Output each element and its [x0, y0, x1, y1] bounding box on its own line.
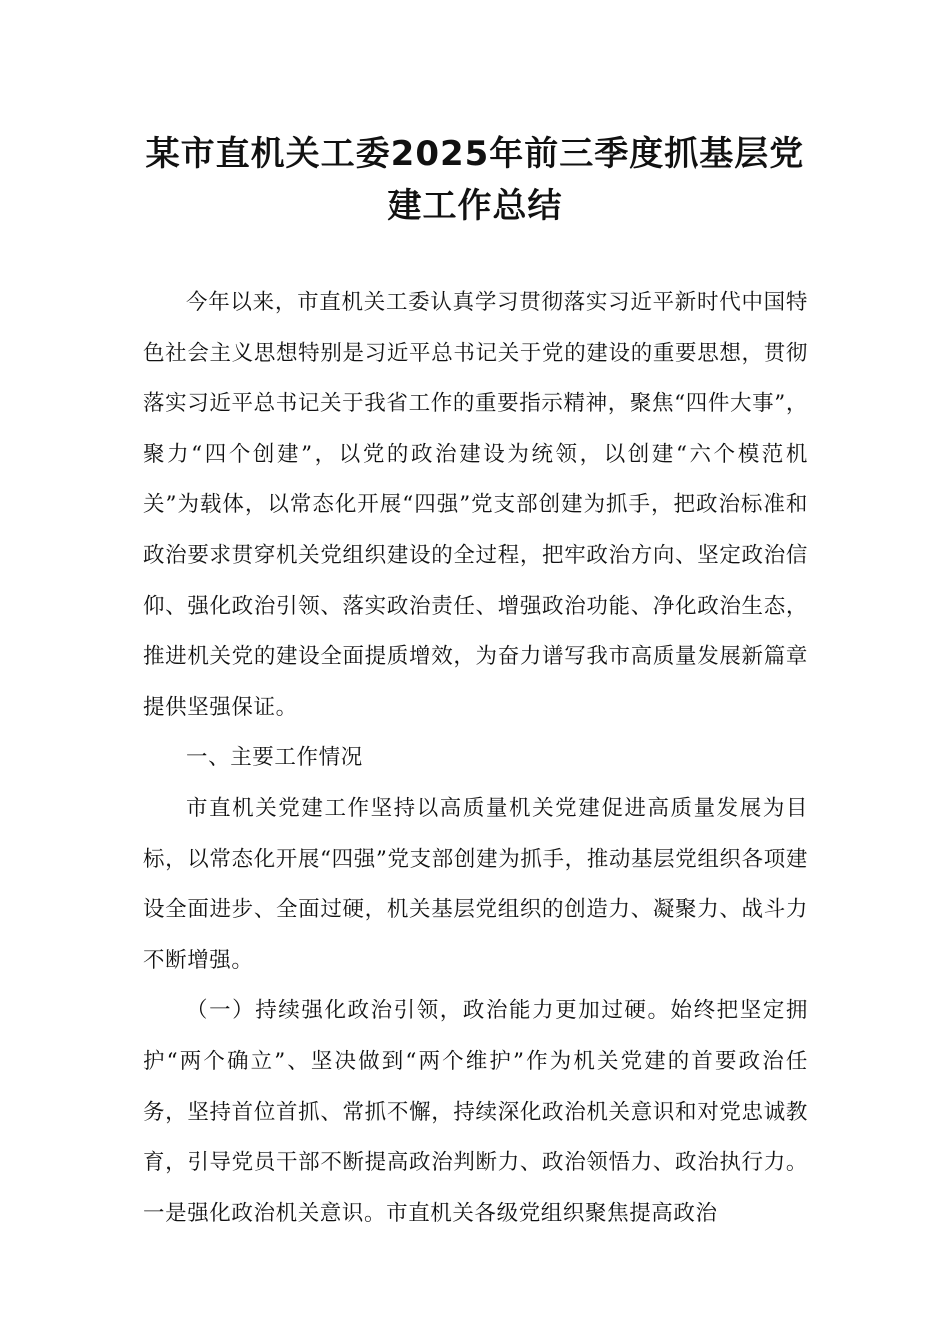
intro-paragraph: 今年以来，市直机关工委认真学习贯彻落实习近平新时代中国特色社会主义思想特别是习近平总书记关于党的建设的重要思想，贯彻落实习近平总书记关于我省工作的重要指示精神，聚焦“四件大事”，聚力“四个创建”，以党的政治建设为统领，以创建“六个模范机关”为载体，以常态化开展“四强”党支部创建为抓手，把政治标准和政治要求贯穿机关党组织建设的全过程，把牢政治方向、坚定政治信仰、强化政治引领、落实政治责任、增强政治功能、净化政治生态，推进机关党的建设全面提质增效，为奋力谱写我市高质量发展新篇章提供坚强保证。 — [143, 290, 808, 720]
section-heading: 一、主要工作情况 — [186, 745, 363, 771]
document-body — [143, 278, 808, 1239]
subsection-paragraph: （一）持续强化政治引领，政治能力更加过硬。始终把坚定拥护“两个确立”、坚决做到“两个维护”作为机关党建的首要政治任务，坚持首位首抓、常抓不懈，持续深化政治机关意识和对党忠诚教育，引导党员干部不断提高政治判断力、政治领悟力、政治执行力。一是强化政治机关意识。市直机关各级党组织聚焦提高政治 — [143, 998, 808, 1226]
section-paragraph: 市直机关党建工作坚持以高质量机关党建促进高质量发展为目标，以常态化开展“四强”党支部创建为抓手，推动基层党组织各项建设全面进步、全面过硬，机关基层党组织的创造力、凝聚力、战斗力不断增强。 — [143, 795, 808, 973]
title-line-1: 某市直机关工委2025年前三季度抓基层党 — [145, 134, 805, 174]
document-title — [140, 128, 810, 232]
title-line-2: 建工作总结 — [387, 186, 563, 226]
